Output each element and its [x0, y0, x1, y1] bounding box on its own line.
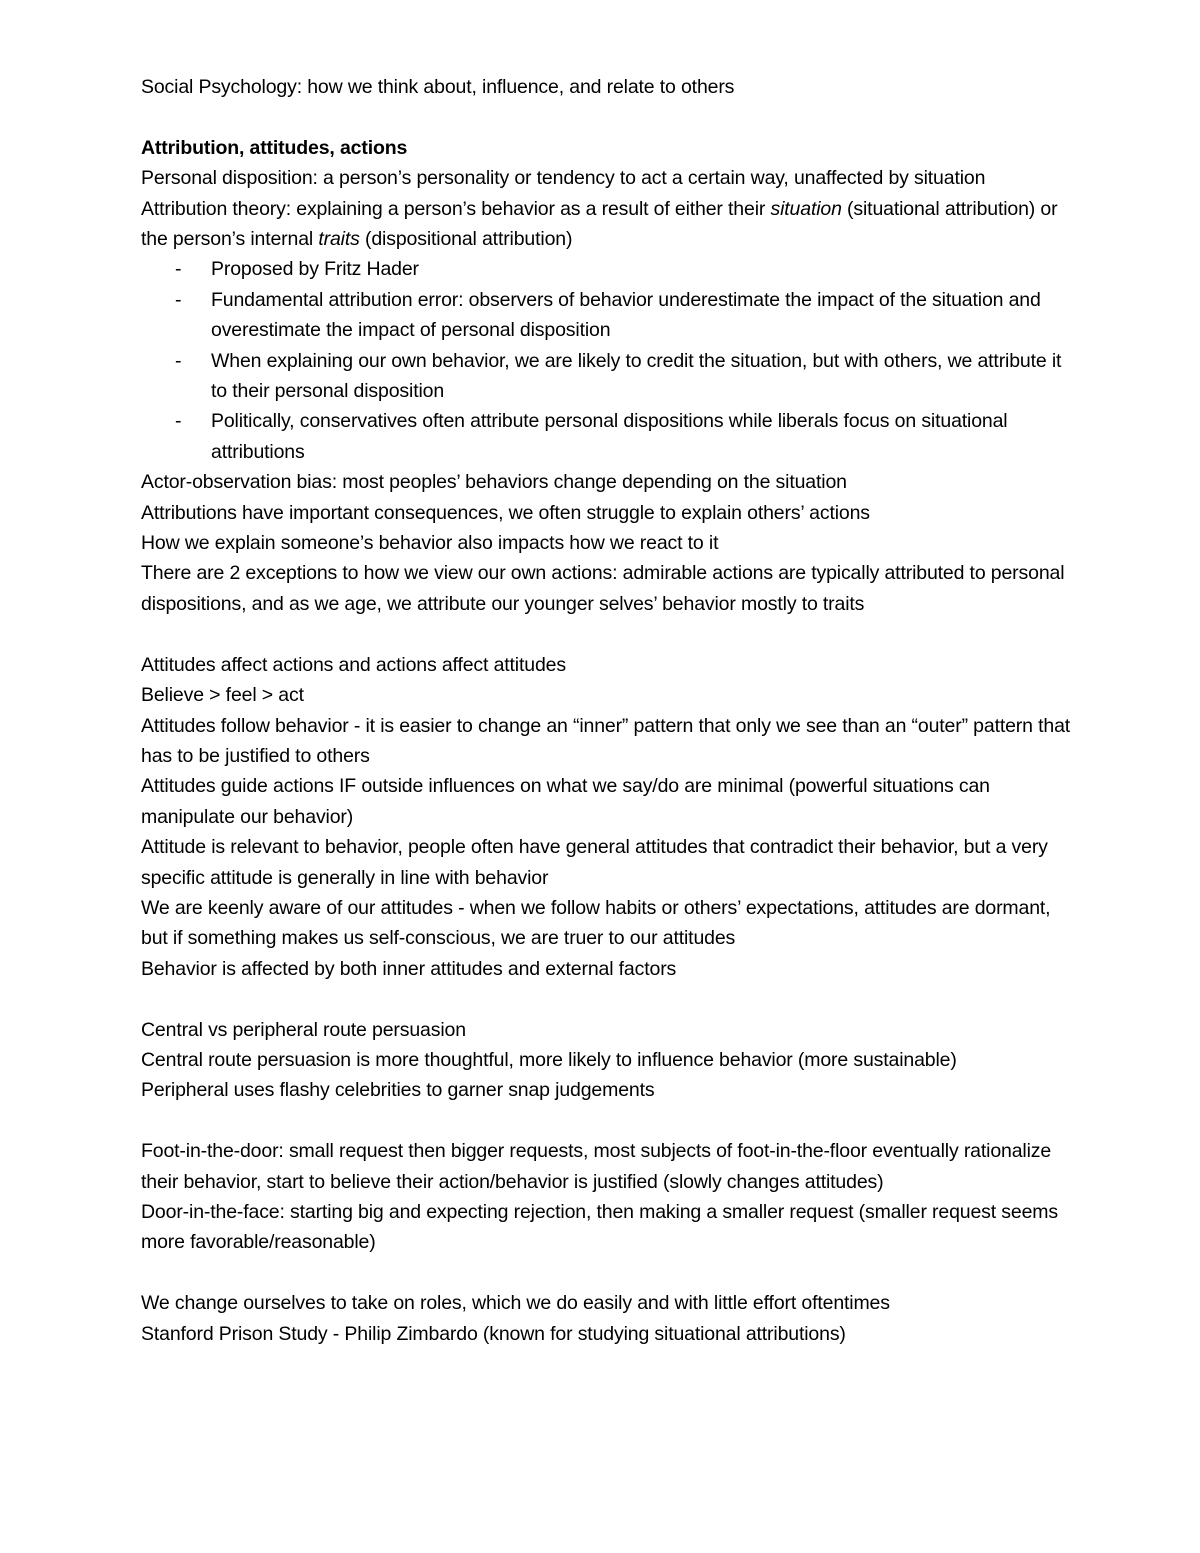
paragraph-foot-in-door: Foot-in-the-door: small request then bigger requests, most subjects of foot-in-the-floor eventually rationalize their behavior, start to believe their action/behavior is justified (slowly changes attitudes) — [141, 1140, 1052, 1193]
bullet-dash: - — [175, 288, 182, 311]
paragraph-keenly-aware: We are keenly aware of our attitudes - when we follow habits or others’ expectations, attitudes are dormant, but if something makes us self-conscious, we are truer to our attitudes — [141, 896, 1051, 950]
list-item-text: When explaining our own behavior, we are likely to credit the situation, but with others, we attribute it to their personal disposition — [211, 349, 1062, 403]
paragraph-attitudes-actions: Attitudes affect actions and actions affect attitudes — [141, 653, 566, 676]
list-item-text: Proposed by Fritz Hader — [211, 258, 419, 281]
list-item-text: Politically, conservatives often attribute personal dispositions while liberals focus on situational attributions — [211, 410, 1008, 463]
paragraph-exceptions: There are 2 exceptions to how we view our own actions: admirable actions are typically attributed to personal dispositions, and as we age, we attribute our younger selves’ behavior mostly to traits — [141, 562, 1065, 615]
list-item — [141, 285, 1071, 346]
paragraph-attitudes-guide: Attitudes guide actions IF outside influences on what we say/do are minimal (powerful situations can manipulate our behavior) — [141, 775, 990, 828]
paragraph-central-route: Central route persuasion is more thoughtful, more likely to influence behavior (more sustainable) — [141, 1048, 957, 1071]
paragraph-roles: We change ourselves to take on roles, which we do easily and with little effort oftentimes — [141, 1292, 890, 1315]
paragraph-explain-behavior: How we explain someone’s behavior also impacts how we react to it — [141, 532, 719, 555]
blank-line — [141, 1106, 1071, 1136]
document-title: Social Psychology: how we think about, influence, and relate to others — [141, 76, 735, 98]
bullet-dash: - — [175, 410, 182, 433]
list-item — [141, 254, 1071, 284]
paragraph-attitudes-follow: Attitudes follow behavior - it is easier to change an “inner” pattern that only we see than an “outer” pattern that has to be justified to others — [141, 714, 1071, 767]
blank-line — [141, 1258, 1071, 1288]
bullet-dash: - — [175, 258, 182, 281]
paragraph-believe-feel-act: Believe > feel > act — [141, 684, 304, 707]
list-item — [141, 346, 1071, 407]
paragraph-door-in-face: Door-in-the-face: starting big and expecting rejection, then making a smaller request (smaller request seems more favorable/reasonable) — [141, 1200, 1058, 1254]
paragraph-attitude-relevant: Attitude is relevant to behavior, people often have general attitudes that contradict their behavior, but a very specific attitude is generally in line with behavior — [141, 836, 1048, 889]
section-heading-attribution: Attribution, attitudes, actions — [141, 136, 408, 159]
italic-situation: situation — [770, 197, 842, 220]
list-item — [141, 406, 1071, 467]
bullet-dash: - — [175, 349, 182, 372]
text-run: (situational attribution) or the person’s internal — [141, 197, 1058, 251]
paragraph-actor-observation: Actor-observation bias: most peoples’ behaviors change depending on the situation — [141, 471, 847, 494]
paragraph-behavior-affected: Behavior is affected by both inner attitudes and external factors — [141, 957, 677, 980]
document-body — [141, 72, 1071, 1349]
paragraph-attribution-theory — [141, 194, 1071, 255]
paragraph-peripheral: Peripheral uses flashy celebrities to garner snap judgements — [141, 1079, 655, 1102]
blank-line — [141, 102, 1071, 132]
bullet-list — [141, 254, 1071, 467]
paragraph-route-persuasion: Central vs peripheral route persuasion — [141, 1018, 466, 1041]
blank-line — [141, 984, 1071, 1014]
italic-traits: traits — [318, 228, 360, 251]
paragraph-stanford-prison: Stanford Prison Study - Philip Zimbardo (known for studying situational attributions) — [141, 1322, 846, 1345]
paragraph-attribution-consequences: Attributions have important consequences, we often struggle to explain others’ actions — [141, 501, 870, 524]
list-item-text: Fundamental attribution error: observers of behavior underestimate the impact of the situation and overestimate the impact of personal disposition — [211, 288, 1041, 342]
text-run: Attribution theory: explaining a person’s behavior as a result of either their — [141, 197, 771, 220]
paragraph-personal-disposition: Personal disposition: a person’s personality or tendency to act a certain way, unaffected by situation — [141, 167, 986, 190]
blank-line — [141, 619, 1071, 649]
text-run: (dispositional attribution) — [359, 228, 573, 251]
